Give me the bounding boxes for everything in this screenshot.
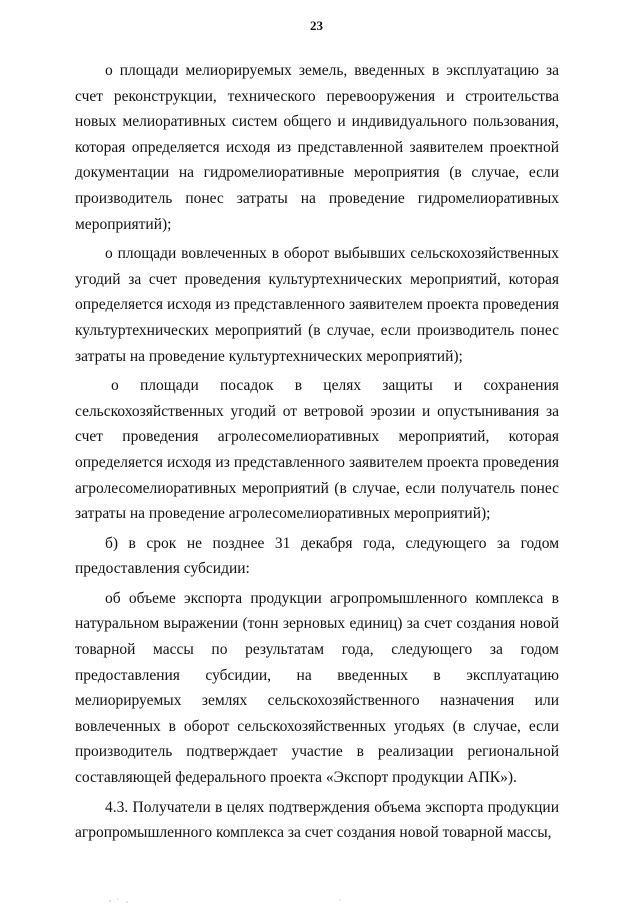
paragraph-reclaimed-land-area: о площади мелиорируемых земель, введенных в эксплуатацию за счет реконструкции, технического перевооружения и строительства новых мелиоративных систем общего и индивидуального пользования, которая определяется исходя из представленной заявителем проектной документации на гидромелиоративные мероприятия (в случае, если производитель понес затраты на проведение гидромелиоративных мероприятий);	[75, 62, 559, 233]
paragraph-export-volume: об объеме экспорта продукции агропромышленного комплекса в натуральном выражении (тонн зерновых единиц) за счет создания новой товарной массы по результатам года, следующего за годом предоставления субсидии, на введенных в эксплуатацию мелиорируемых землях сельскохозяйственного назначения или вовлеченных в оборот сельскохозяйственных угодьях (в случае, если производитель подтверждает участие в реализации региональной составляющей федерального проекта «Экспорт продукции АПК»).	[75, 589, 559, 787]
paragraph-planting-area: о площади посадок в целях защиты и сохранения сельскохозяйственных угодий от ветровой эрозии и опустынивания за счет проведения агролесомелиоративных мероприятий, которая определяется исходя из представленного заявителем проекта проведения агролесомелиоративных мероприятий (в случае, если получатель понес затраты на проведение агролесомелиоративных мероприятий);	[75, 377, 559, 523]
scan-noise-decoration	[0, 895, 633, 905]
paragraph-section-4-3: 4.3. Получатели в целях подтверждения объема экспорта продукции агропромышленного комплекса за счет создания новой товарной массы,	[75, 798, 559, 842]
paragraph-deadline-b: б) в срок не позднее 31 декабря года, следующего за годом предоставления субсидии:	[75, 534, 559, 578]
paragraph-abandoned-land-area: о площади вовлеченных в оборот выбывших сельскохозяйственных угодий за счет проведения культуртехнических мероприятий, которая определяется исходя из представленного заявителем проекта проведения культуртехнических мероприятий (в случае, если производитель понес затраты на проведение культуртехнических мероприятий);	[75, 245, 559, 365]
page-number: 23	[310, 18, 323, 33]
document-body	[75, 58, 559, 850]
